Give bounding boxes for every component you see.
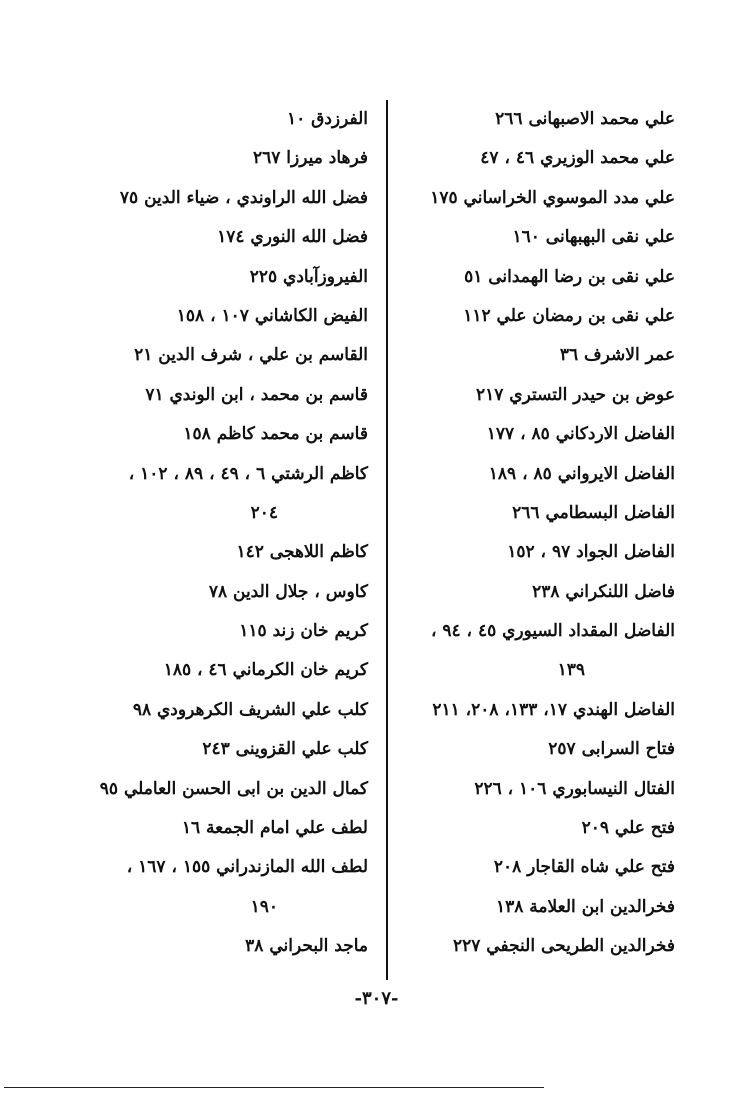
index-entry: فتح علي ٢٠٩	[581, 818, 675, 839]
index-entry: الفاضل الهندي ١٧، ١٣٣، ٢٠٨، ٢١١	[432, 699, 675, 720]
index-entry: فخرالدين الطريحى النجفي ٢٢٧	[452, 936, 675, 957]
column-divider	[386, 100, 388, 980]
index-entry: عوض بن حيدر التستري ٢١٧	[475, 384, 675, 405]
index-entry: فخرالدين ابن العلامة ١٣٨	[495, 896, 675, 917]
index-entry: الفاضل الجواد ٩٧ ، ١٥٢	[507, 542, 675, 563]
index-entry: الفاضل الاردكاني ٨٥ ، ١٧٧	[486, 424, 675, 445]
index-entry: فتاح السرابى ٢٥٧	[548, 739, 675, 760]
index-entry: الفتال النيسابوري ١٠٦ ، ٢٢٦	[474, 778, 675, 799]
index-entry: كريم خان زند ١١٥	[239, 621, 368, 642]
index-entry: فتح علي شاه القاجار ٢٠٨	[493, 857, 675, 878]
index-entry: لطف الله المازندراني ١٥٥ ، ١٦٧ ،	[126, 857, 368, 878]
index-entry: الفيروزآبادي ٢٢٥	[249, 266, 368, 287]
footer-rule	[4, 1087, 544, 1088]
index-entry: فضل الله النوري ١٧٤	[217, 227, 368, 248]
index-entry: فاضل اللنكراني ٢٣٨	[532, 581, 675, 602]
index-entry: علي نقى بن رمضان علي ١١٢	[463, 305, 675, 326]
index-entry: كريم خان الكرماني ٤٦ ، ١٨٥	[163, 660, 368, 681]
index-entry: كاظم الرشتي ٦ ، ٤٩ ، ٨٩ ، ١٠٢ ،	[128, 463, 368, 484]
index-entry: كلب علي القزوينى ٢٤٣	[202, 739, 368, 760]
index-entry: قاسم بن محمد ، ابن الوندي ٧١	[145, 384, 368, 405]
index-entry: كمال الدين بن ابى الحسن العاملي ٩٥	[99, 778, 368, 799]
index-entry: القاسم بن علي ، شرف الدين ٢١	[134, 345, 368, 366]
index-entry: كاوس ، جلال الدين ٧٨	[208, 581, 368, 602]
index-column-right	[370, 100, 675, 967]
index-entry-continuation: ١٩٠	[250, 896, 278, 917]
index-entry: قاسم بن محمد كاظم ١٥٨	[183, 424, 368, 445]
index-entry: فضل الله الراوندي ، ضياء الدين ٧٥	[119, 187, 368, 208]
index-entry: الفرزدق ١٠	[286, 109, 368, 129]
index-entry-continuation: ٢٠٤	[250, 502, 278, 523]
index-entry: علي نقى البهبهانى ١٦٠	[512, 227, 675, 248]
index-entry: الفاضل الايرواني ٨٥ ، ١٨٩	[488, 463, 675, 484]
index-entry: الفاضل المقداد السيوري ٤٥ ، ٩٤ ،	[430, 621, 675, 642]
index-entry: كاظم اللاهجى ١٤٢	[236, 542, 368, 563]
index-entry: ماجد البحراني ٣٨	[245, 936, 368, 957]
index-entry: علي محمد الاصبهانى ٢٦٦	[495, 109, 675, 129]
index-entry: علي محمد الوزيري ٤٦ ، ٤٧	[480, 148, 675, 169]
index-column-left	[78, 100, 368, 967]
index-entry: الفاضل البسطامي ٢٦٦	[512, 502, 675, 523]
index-entry: فرهاد ميرزا ٢٦٧	[252, 148, 368, 169]
page-number: -٣٠٧-	[354, 988, 399, 1009]
index-entry: علي نقى بن رضا الهمدانى ٥١	[464, 266, 675, 287]
index-entry: لطف علي امام الجمعة ١٦	[181, 818, 368, 839]
index-entry: كلب علي الشريف الكرهرودي ٩٨	[132, 699, 368, 720]
index-entry: عمر الاشرف ٣٦	[559, 345, 675, 366]
index-entry-continuation: ١٣٩	[557, 660, 585, 681]
index-entry: علي مدد الموسوي الخراساني ١٧٥	[430, 187, 675, 208]
index-entry: الفيض الكاشاني ١٠٧ ، ١٥٨	[176, 305, 368, 326]
